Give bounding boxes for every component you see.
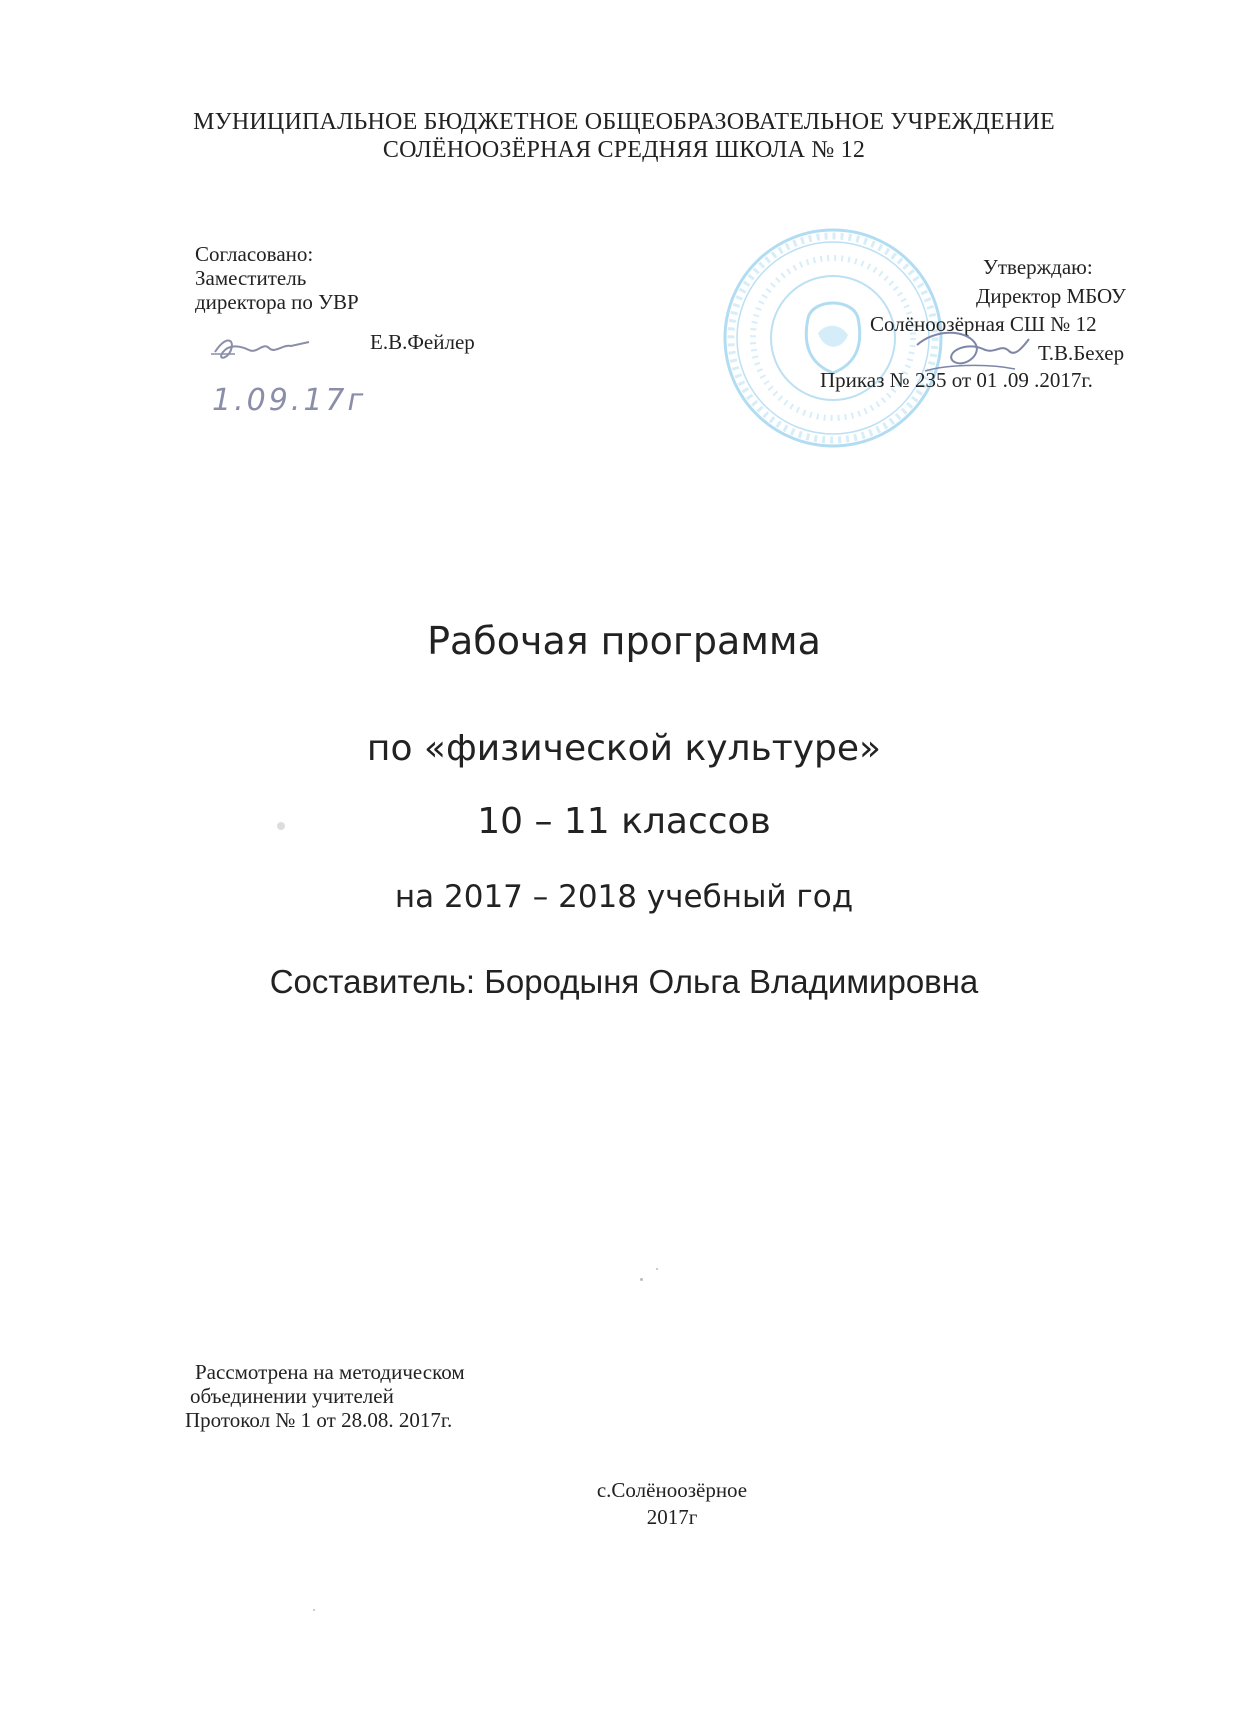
agreed-name: Е.В.Фейлер — [370, 330, 475, 354]
approved-label: Утверждаю: — [983, 255, 1093, 279]
organization-name-line2: СОЛЁНООЗЁРНАЯ СРЕДНЯЯ ШКОЛА № 12 — [382, 137, 866, 163]
director-signature — [905, 325, 1035, 380]
agreed-label: Согласовано: — [195, 242, 314, 266]
organization-name-line1: МУНИЦИПАЛЬНОЕ БЮДЖЕТНОЕ ОБЩЕОБРАЗОВАТЕЛЬНОЕ УЧРЕЖДЕНИЕ — [193, 109, 1055, 135]
scan-speck — [313, 1609, 315, 1611]
approved-school: Солёноозёрная СШ № 12 — [870, 312, 1097, 336]
academic-year: на 2017 – 2018 учебный год — [394, 879, 854, 915]
scan-speck — [656, 1268, 658, 1270]
document-title: Рабочая программа — [427, 619, 821, 663]
approved-position: Директор МБОУ — [976, 284, 1126, 308]
reviewed-line3: Протокол № 1 от 28.08. 2017г. — [185, 1408, 453, 1432]
reviewed-block — [185, 1360, 465, 1432]
footer-year: 2017г — [646, 1505, 698, 1529]
agreed-position-detail: директора по УВР — [195, 290, 359, 314]
footer-place: с.Солёноозёрное — [596, 1478, 748, 1502]
agreed-block — [195, 242, 359, 314]
approved-name: Т.В.Бехер — [1038, 341, 1125, 365]
reviewed-line2: объединении учителей — [190, 1384, 394, 1408]
subject-title: по «физической культуре» — [366, 728, 882, 769]
author-line: Составитель: Бородыня Ольга Владимировна — [269, 963, 979, 1000]
scan-speck — [277, 822, 285, 830]
signature-date: 1.09.17г — [212, 383, 367, 418]
grades-title: 10 – 11 классов — [477, 801, 771, 842]
approved-order: Приказ № 235 от 01 .09 .2017г. — [820, 368, 1093, 392]
reviewed-line1: Рассмотрена на методическом — [195, 1360, 465, 1384]
deputy-signature — [205, 330, 325, 370]
agreed-position: Заместитель — [195, 266, 307, 290]
scan-speck — [640, 1278, 643, 1281]
